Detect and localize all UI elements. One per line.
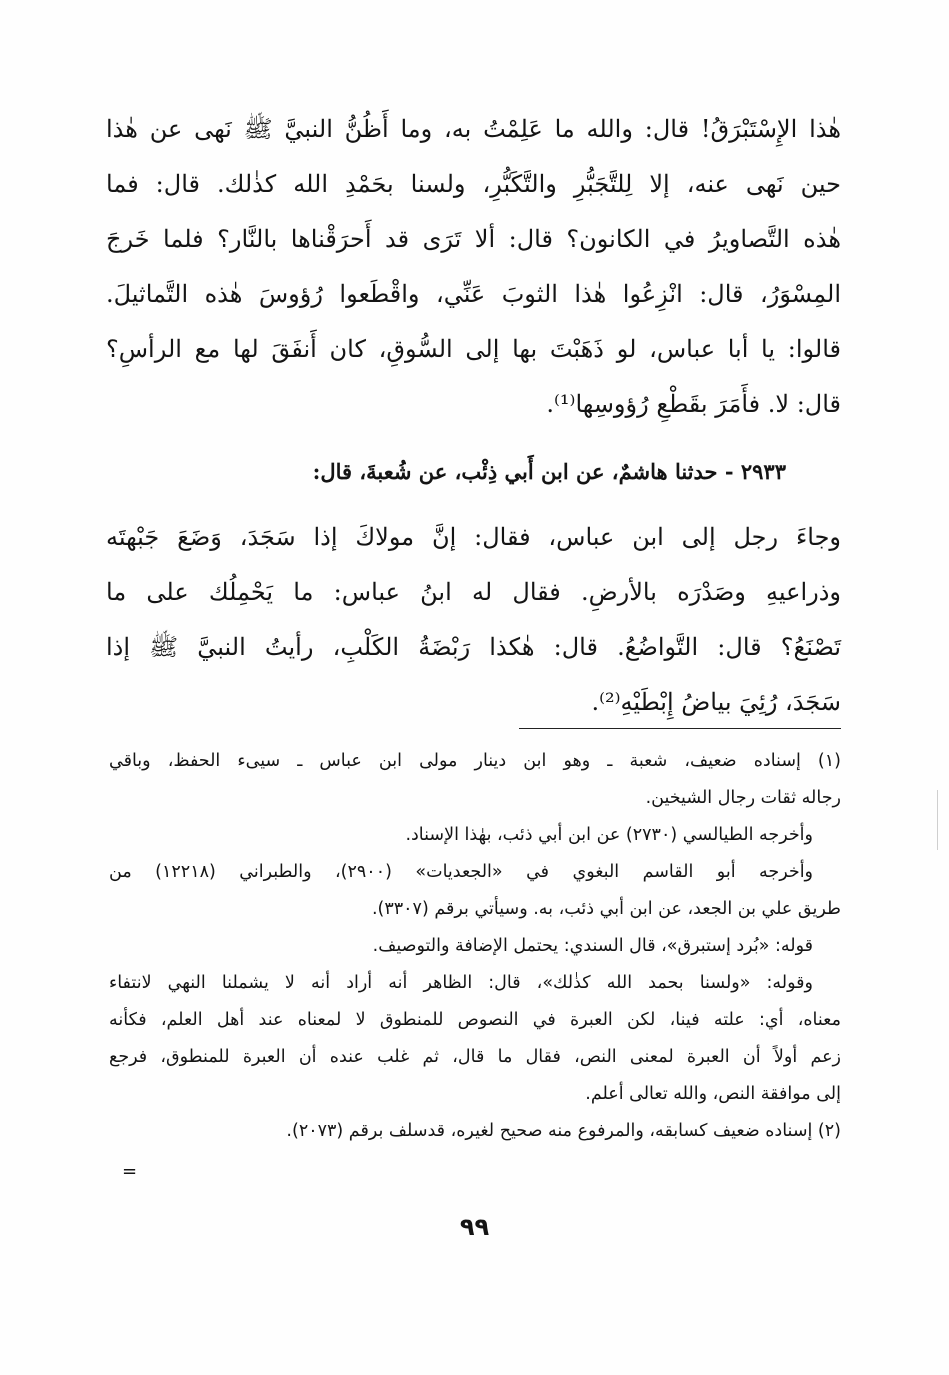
footnote-line: (٢) إسناده ضعيف كسابقه، والمرفوع منه صحيح لغيره، قدسلف برقم (٢٠٧٣). — [286, 1121, 841, 1141]
page-number: ٩٩ — [459, 1213, 490, 1241]
text-line: حين نَهى عنه، إلا لِلتَّجَبُّرِ والتَّكَبُّرِ، ولسنا بحَمْدِ الله كذٰلك. قال: فما — [106, 170, 842, 198]
footnote-line: وأخرجه الطيالسي (٢٧٣٠) عن ابن أبي ذئب، بهٰذا الإسناد. — [405, 825, 813, 845]
footnote-line: إلى موافقة النص، والله تعالى أعلم. — [585, 1084, 841, 1104]
main-paragraph-2 — [106, 510, 841, 730]
hadith-heading-block — [106, 452, 841, 492]
continuation-mark: = — [122, 1161, 138, 1182]
text-line: وذراعيهِ وصَدْرَه بالأرضِ. فقال له ابنُ عباس: ما يَحْمِلُك على ما — [106, 578, 841, 606]
hadith-heading: ٢٩٣٣ - حدثنا هاشمٌ، عن ابن أَبي ذِئْب، عن شُعبةَ، قال: — [312, 459, 786, 484]
footnotes — [109, 743, 841, 1150]
footnote-line: زعم أولاً أن العبرة لمعنى النص، فقال ما قال، ثم غلب عنده أن العبرة للمنطوق، فرجع — [109, 1047, 841, 1067]
footnote-line: معناه، أي: علته فينا، لكن العبرة في النصوص للمنطوق لا لمعناه عند أهل العلم، فكأنه — [109, 1010, 841, 1030]
main-paragraph-1 — [106, 102, 841, 432]
footnote-line: قوله: «بُرد إستبرق»، قال السندي: يحتمل الإضافة والتوصيف. — [372, 936, 813, 956]
text-line: هٰذه التَّصاويرُ في الكانون؟ قال: ألا تَرَى قد أَحرَقْناها بالنَّار؟ فلما خَرجَ — [106, 225, 841, 253]
text-line: سَجَدَ، رُئِيَ بياضُ إِبْطَيْهِ⁽²⁾. — [591, 688, 841, 716]
text-line: قالوا: يا أبا عباس، لو ذَهَبْتَ بها إلى السُّوقِ، كان أَنفَقَ لها مع الرأسِ؟ — [106, 335, 841, 363]
text-line: قال: لا. فأَمَرَ بقَطْعِ رُؤوسِها⁽¹⁾. — [546, 390, 841, 418]
footnote-line: (١) إسناده ضعيف، شعبة ـ وهو ابن دينار مولى ابن عباس ـ سيىء الحفظ، وباقي — [109, 751, 841, 771]
text-line: المِسْوَرُ، قال: انْزِعُوا هٰذا الثوبَ عَنِّي، واقْطَعوا رُؤوسَ هٰذه التَّماثيلَ. — [106, 280, 841, 308]
scan-edge-mark — [937, 790, 938, 850]
text-line: وجاءَ رجل إلى ابن عباس، فقال: إنَّ مولاكَ إذا سَجَدَ، وَضَعَ جَبْهتَه — [106, 523, 841, 551]
footnote-separator — [519, 728, 841, 729]
footnote-line: وقوله: «ولسنا بحمد الله كذٰلك»، قال: الظاهر أنه أراد أنه لا يشملنا النهي لانتفاء — [109, 973, 813, 993]
footnote-line: طريق علي بن الجعد، عن ابن أبي ذئب، به. وسيأتي برقم (٣٣٠٧). — [371, 899, 841, 919]
footnote-line: رجاله ثقات رجال الشيخين. — [645, 788, 841, 808]
text-line: تَصْنَعُ؟ قال: التَّواضُعُ. قال: هٰكذا رَبْضَةُ الكَلْبِ، رأيتُ النبيَّ ﷺ إذا — [106, 633, 841, 661]
footnote-line: وأخرجه أبو القاسم البغوي في «الجعديات» (٢٩٠٠)، والطبراني (١٢٢١٨) من — [109, 862, 814, 882]
text-line: هٰذا الإِسْتَبْرَقُ! قال: والله ما عَلِمْتُ به، وما أَظُنُّ النبيَّ ﷺ نَهى عن هٰذا — [106, 115, 841, 143]
